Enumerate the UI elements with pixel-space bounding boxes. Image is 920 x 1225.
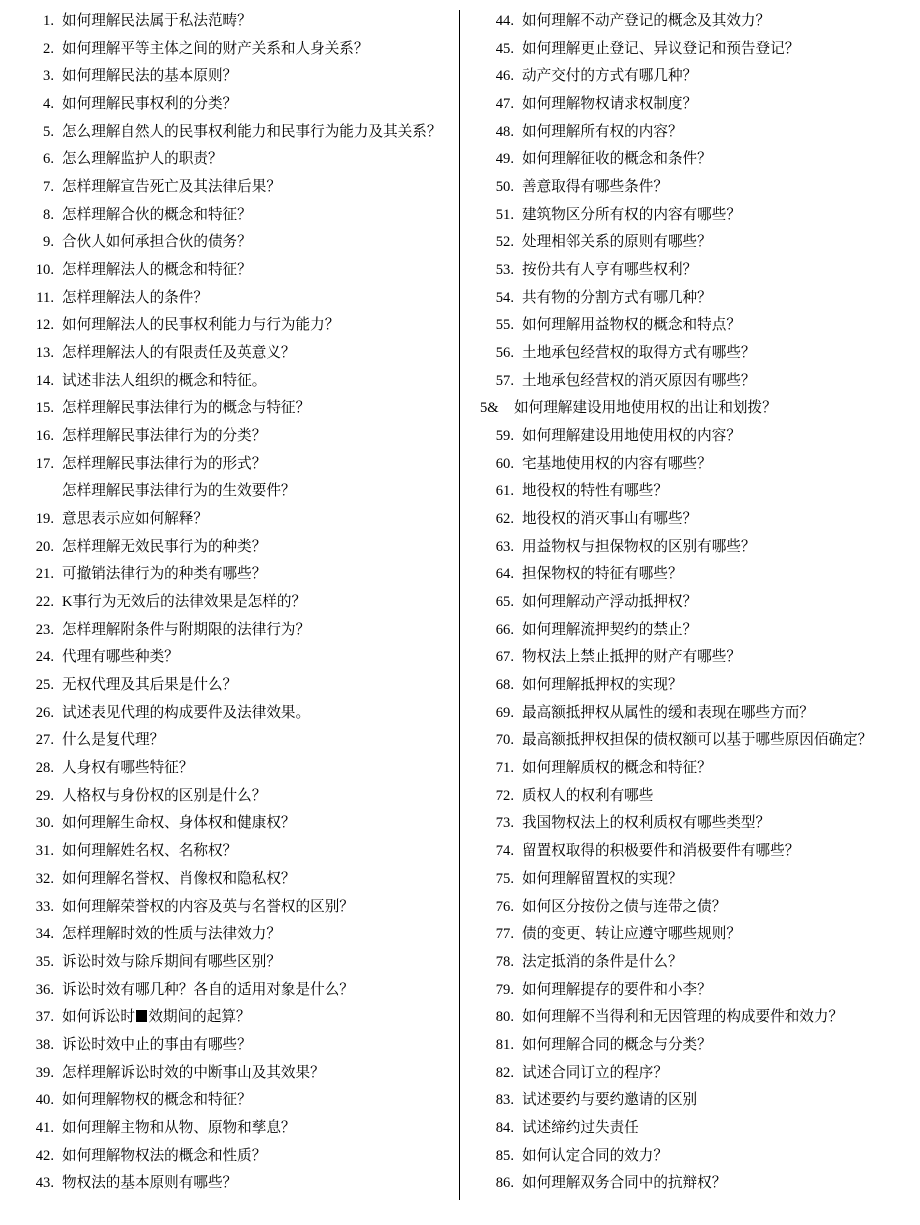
list-item-text: 处理相邻关系的原则有哪些？ xyxy=(522,234,712,251)
list-item xyxy=(20,508,443,530)
list-item-text: 债的变更、转让应遵守哪些规则？ xyxy=(522,926,741,943)
list-item xyxy=(480,785,900,807)
list-item-text: 物权法上禁止抵押的财产有哪些？ xyxy=(522,649,741,666)
list-item xyxy=(20,729,443,751)
list-item-text: 意思表示应如何解释？ xyxy=(62,511,208,528)
list-item-number: 63. xyxy=(495,538,514,555)
right-column xyxy=(460,10,906,1200)
list-item-number: 14. xyxy=(35,372,54,389)
list-item-text: 诉讼时效中止的事由有哪些？ xyxy=(62,1036,252,1053)
list-item-number: 29. xyxy=(35,787,54,804)
list-item-text: 如何理解法人的民事权利能力与行为能力？ xyxy=(62,317,340,334)
list-item-text: 地役权的特性有哪些？ xyxy=(522,483,668,500)
question-list-right xyxy=(480,10,900,1194)
list-item-text: 如何理解更止登记、异议登记和预告登记？ xyxy=(522,40,800,57)
list-item-text: 如何理解物权法的概念和性质？ xyxy=(62,1147,267,1164)
list-item-text: 什么是复代理？ xyxy=(62,732,165,749)
list-item-text: 怎样理解法人的条件？ xyxy=(62,289,208,306)
list-item-text: 留置权取得的积极要件和消极要件有哪些？ xyxy=(522,843,800,860)
list-item-number: 52. xyxy=(495,234,514,251)
list-item-text: 按份共有人亨有哪些权利？ xyxy=(522,262,698,279)
list-item-number: 77. xyxy=(495,926,514,943)
list-item xyxy=(480,204,900,226)
list-item-text: 如何理解抵押权的实现？ xyxy=(522,677,683,694)
list-item xyxy=(480,480,900,502)
list-item-text: 如何理解名誉权、肖像权和隐私权？ xyxy=(62,870,296,887)
list-item xyxy=(480,563,900,585)
list-item xyxy=(20,10,443,32)
list-item-text: 代理有哪些种类？ xyxy=(62,649,179,666)
list-item-text: 合伙人如何承担合伙的债务？ xyxy=(62,234,252,251)
list-item-text: 建筑物区分所有权的内容有哪些？ xyxy=(522,206,741,223)
list-item xyxy=(480,397,900,419)
list-item-text: 最高额抵押权担保的债权额可以基于哪些原因佰确定？ xyxy=(522,732,873,749)
list-item xyxy=(480,38,900,60)
list-item-number: 66. xyxy=(495,621,514,638)
list-item xyxy=(480,1062,900,1084)
list-item-text: 可撤销法律行为的种类有哪些？ xyxy=(62,566,267,583)
list-item-text: 善意取得有哪些条件？ xyxy=(522,179,668,196)
list-item xyxy=(20,148,443,170)
list-item xyxy=(480,508,900,530)
list-item xyxy=(480,425,900,447)
list-item-text: 如何理解建设用地使用权的内容？ xyxy=(522,428,741,445)
list-item xyxy=(20,342,443,364)
list-item xyxy=(20,674,443,696)
list-item-number: 35. xyxy=(35,953,54,970)
list-item-text: 怎样理解民事法律行为的生效要件？ xyxy=(62,483,296,500)
list-item xyxy=(480,148,900,170)
list-item-number: 50. xyxy=(495,179,514,196)
list-item xyxy=(20,619,443,641)
list-item-number: 1. xyxy=(43,13,54,29)
list-item-text: 试述要约与要约邀请的区别 xyxy=(522,1092,698,1109)
list-item-text: 地役权的消灭事山有哪些？ xyxy=(522,511,698,528)
list-item-number: 5. xyxy=(43,123,54,140)
list-item-number: 11. xyxy=(36,289,54,306)
list-item-number: 54. xyxy=(495,289,514,306)
list-item-number: 75. xyxy=(495,870,514,887)
list-item-number: 30. xyxy=(35,815,54,832)
list-item xyxy=(20,121,443,143)
list-item-text: 如何理解用益物权的概念和特点？ xyxy=(522,317,741,334)
list-item-number: 51. xyxy=(495,206,514,223)
list-item-number: 82. xyxy=(495,1064,514,1081)
list-item xyxy=(480,536,900,558)
list-item-text: 怎样理解民事法律行为的形式？ xyxy=(62,455,267,472)
list-item xyxy=(480,591,900,613)
list-item-text: 如何理解民事权利的分类？ xyxy=(62,96,238,113)
list-item-text: 如何理解物权的概念和特征？ xyxy=(62,1092,252,1109)
list-item-number: 27. xyxy=(35,732,54,749)
list-item-text: 如何理解动产浮动抵押权？ xyxy=(522,594,698,611)
list-item-text: 怎样理解宣告死亡及其法律后果？ xyxy=(62,179,281,196)
list-item xyxy=(480,370,900,392)
list-item-text: 共有物的分割方式有哪几种？ xyxy=(522,289,712,306)
list-item-text: 怎样理解民事法律行为的分类？ xyxy=(62,428,267,445)
list-item-number: 55. xyxy=(495,317,514,334)
list-item-number: 20. xyxy=(35,538,54,555)
list-item-text: 如何理解不动产登记的概念及其效力？ xyxy=(522,13,771,29)
list-item-text: 怎样理解合伙的概念和特征？ xyxy=(62,206,252,223)
list-item-number: 68. xyxy=(495,677,514,694)
list-item xyxy=(480,1006,900,1028)
list-item-text: 质权人的权利有哪些 xyxy=(522,787,654,804)
list-item xyxy=(20,176,443,198)
list-item-text: 如何理解不当得利和无因管理的构成要件和效力？ xyxy=(522,1009,844,1026)
list-item-number: 43. xyxy=(35,1175,54,1192)
list-item-number: 74. xyxy=(495,843,514,860)
list-item-number: 48. xyxy=(495,123,514,140)
list-item xyxy=(20,979,443,1001)
list-item xyxy=(480,314,900,336)
list-item xyxy=(20,397,443,419)
list-item-number: 21. xyxy=(35,566,54,583)
list-item-number: 36. xyxy=(35,981,54,998)
list-item xyxy=(20,563,443,585)
list-item-number: 70. xyxy=(495,732,514,749)
list-item-number: 17. xyxy=(35,455,54,472)
list-item-number: 65. xyxy=(495,594,514,611)
list-item xyxy=(20,287,443,309)
list-item-number: 38. xyxy=(35,1036,54,1053)
list-item xyxy=(480,1089,900,1111)
list-item-number: 31. xyxy=(35,843,54,860)
list-item-number: 49. xyxy=(495,151,514,168)
list-item-text: 如何理解所有权的内容？ xyxy=(522,123,683,140)
list-item-number: 33. xyxy=(35,898,54,915)
list-item xyxy=(480,951,900,973)
list-item-text: 怎样理解法人的概念和特征？ xyxy=(62,262,252,279)
question-list-left xyxy=(20,10,443,1194)
list-item xyxy=(20,868,443,890)
list-item-number: 4. xyxy=(43,96,54,113)
list-item xyxy=(20,896,443,918)
list-item-number: 2. xyxy=(43,40,54,57)
list-item-number: 8. xyxy=(43,206,54,223)
list-item-text: 试述非法人组织的概念和特征。 xyxy=(62,372,267,389)
list-item xyxy=(20,38,443,60)
list-item-text: 如何理解民法的基本原则？ xyxy=(62,68,238,85)
list-item-text: 土地承包经营权的取得方式有哪些？ xyxy=(522,345,756,362)
list-item-number: 41. xyxy=(35,1119,54,1136)
list-item xyxy=(480,176,900,198)
list-item xyxy=(20,812,443,834)
list-item xyxy=(20,1117,443,1139)
list-item-number: 73. xyxy=(495,815,514,832)
list-item xyxy=(20,65,443,87)
list-item-text: 如何区分按份之债与连带之债？ xyxy=(522,898,727,915)
list-item xyxy=(480,896,900,918)
list-item xyxy=(480,10,900,32)
list-item xyxy=(480,923,900,945)
two-column-layout xyxy=(14,10,906,1192)
list-item xyxy=(20,646,443,668)
list-item-text: 诉讼时效与除斥期间有哪些区别？ xyxy=(62,953,281,970)
list-item-number: 72. xyxy=(495,787,514,804)
list-item xyxy=(480,1117,900,1139)
list-item-number: 22. xyxy=(35,594,54,611)
list-item-text: K事行为无效后的法律效果是怎样的？ xyxy=(62,594,307,611)
list-item-number: 40. xyxy=(35,1092,54,1109)
list-item-number: 39. xyxy=(35,1064,54,1081)
list-item xyxy=(20,923,443,945)
list-item xyxy=(480,287,900,309)
list-item xyxy=(20,757,443,779)
list-item-text: 如何理解提存的要件和小李？ xyxy=(522,981,712,998)
list-item-number: 26. xyxy=(35,704,54,721)
list-item-text: 如何理解荣誉权的内容及英与名誉权的区别？ xyxy=(62,898,354,915)
list-item xyxy=(480,1034,900,1056)
list-item xyxy=(480,868,900,890)
list-item-number: 34. xyxy=(35,926,54,943)
list-item-number: 56. xyxy=(495,345,514,362)
list-item-text: 如何理解合同的概念与分类？ xyxy=(522,1036,712,1053)
list-item-text: 怎么理解自然人的民事权利能力和民事行为能力及其关系？ xyxy=(62,123,442,140)
list-item xyxy=(20,1006,443,1028)
list-item-text: 怎样理解法人的有限责任及英意义？ xyxy=(62,345,296,362)
list-item xyxy=(20,840,443,862)
list-item-text: 如何理解生命权、身体权和健康权？ xyxy=(62,815,296,832)
list-item-number: 32. xyxy=(35,870,54,887)
list-item-text: 担保物权的特征有哪些？ xyxy=(522,566,683,583)
list-item-number: 53. xyxy=(495,262,514,279)
list-item-text: 诉讼时效有哪几种？各自的适用对象是什么？ xyxy=(62,981,354,998)
list-item-number: 24. xyxy=(35,649,54,666)
list-item xyxy=(20,1062,443,1084)
list-item-text: 如何理解留置权的实现？ xyxy=(522,870,683,887)
list-item-number: 19. xyxy=(35,511,54,528)
list-item xyxy=(480,93,900,115)
list-item-number: 10. xyxy=(35,262,54,279)
list-item-number: 23. xyxy=(35,621,54,638)
list-item-number: 80. xyxy=(495,1009,514,1026)
list-item-number: 86. xyxy=(495,1175,514,1192)
list-item xyxy=(480,840,900,862)
list-item-number: 12. xyxy=(35,317,54,334)
list-item xyxy=(480,674,900,696)
list-item-number: 57. xyxy=(495,372,514,389)
list-item-number: 28. xyxy=(35,760,54,777)
list-item-text: 最高额抵押权从属性的缓和表现在哪些方而？ xyxy=(522,704,814,721)
list-item xyxy=(480,646,900,668)
list-item-number: 46. xyxy=(495,68,514,85)
list-item-number: 3. xyxy=(43,68,54,85)
list-item-number: 42. xyxy=(35,1147,54,1164)
list-item xyxy=(20,204,443,226)
list-item-text: 人身权有哪些特征？ xyxy=(62,760,194,777)
list-item-number: 64. xyxy=(495,566,514,583)
list-item xyxy=(480,729,900,751)
list-item-number: 76. xyxy=(495,898,514,915)
list-item-text: 如何认定合同的效力？ xyxy=(522,1147,668,1164)
list-item-text: 如何理解征收的概念和条件？ xyxy=(522,151,712,168)
list-item xyxy=(20,370,443,392)
list-item xyxy=(20,1034,443,1056)
list-item xyxy=(480,231,900,253)
list-item xyxy=(480,979,900,1001)
list-item xyxy=(20,231,443,253)
list-item-number: 67. xyxy=(495,649,514,666)
list-item-number: 78. xyxy=(495,953,514,970)
list-item-number: 16. xyxy=(35,428,54,445)
list-item-text: 如何理解民法属于私法范畴？ xyxy=(62,13,252,29)
list-item-number: 6. xyxy=(43,151,54,168)
list-item xyxy=(20,480,443,502)
list-item xyxy=(480,121,900,143)
list-item-text: 如何理解质权的概念和特征？ xyxy=(522,760,712,777)
list-item xyxy=(20,1089,443,1111)
list-item xyxy=(480,65,900,87)
list-item-text: 人格权与身份权的区别是什么？ xyxy=(62,787,267,804)
list-item-text: 我国物权法上的权利质权有哪些类型？ xyxy=(522,815,771,832)
list-item-text: 用益物权与担保物权的区别有哪些？ xyxy=(522,538,756,555)
list-item-text: 动产交付的方式有哪几种？ xyxy=(522,68,698,85)
redacted-block-icon xyxy=(136,1010,147,1021)
list-item-text: 如何理解平等主体之间的财产关系和人身关系？ xyxy=(62,40,369,57)
list-item-text: 如何理解流押契约的禁止？ xyxy=(522,621,698,638)
list-item-number: 45. xyxy=(495,40,514,57)
list-item-text: 怎么理解监护人的职责？ xyxy=(62,151,223,168)
list-item-number: 47. xyxy=(495,96,514,113)
list-item-number: 25. xyxy=(35,677,54,694)
list-item xyxy=(20,702,443,724)
list-item xyxy=(20,314,443,336)
list-item-number: 15. xyxy=(35,400,54,417)
left-column xyxy=(14,10,460,1200)
list-item-number: 44. xyxy=(495,13,514,29)
list-item-number: 84. xyxy=(495,1119,514,1136)
list-item-text: 怎样理解诉讼时效的中断事山及其效果？ xyxy=(62,1064,325,1081)
list-item-number: 60. xyxy=(495,455,514,472)
list-item-text: 试述合同订立的程序？ xyxy=(522,1064,668,1081)
list-item-number: 13. xyxy=(35,345,54,362)
list-item xyxy=(20,1172,443,1194)
list-item xyxy=(20,1145,443,1167)
list-item-text: 怎样理解时效的性质与法律效力？ xyxy=(62,926,281,943)
list-item-number: 61. xyxy=(495,483,514,500)
list-item-number: 79. xyxy=(495,981,514,998)
list-item xyxy=(480,342,900,364)
list-item-number: 85. xyxy=(495,1147,514,1164)
list-item xyxy=(480,1172,900,1194)
list-item-number: 83. xyxy=(495,1092,514,1109)
list-item-text: 如何理解物权请求权制度？ xyxy=(522,96,698,113)
list-item xyxy=(480,757,900,779)
list-item-number: 59. xyxy=(495,428,514,445)
list-item-text: 怎样理解附条件与附期限的法律行为？ xyxy=(62,621,311,638)
list-item xyxy=(20,785,443,807)
list-item xyxy=(20,425,443,447)
list-item-text: 如何理解建设用地使用权的出让和划拨？ xyxy=(514,400,777,417)
list-item-text: 如何理解双务合同中的抗辩权？ xyxy=(522,1175,727,1192)
list-item-text: 如何诉讼时 效期间的起算？ xyxy=(62,1009,251,1026)
list-item xyxy=(480,259,900,281)
list-item-text: 法定抵消的条件是什么？ xyxy=(522,953,683,970)
list-item xyxy=(480,1145,900,1167)
list-item-number: 7. xyxy=(43,179,54,196)
list-item-text: 试述缔约过失责任 xyxy=(522,1119,639,1136)
list-item-number: 69. xyxy=(495,704,514,721)
list-item xyxy=(20,951,443,973)
list-item xyxy=(20,453,443,475)
list-item xyxy=(480,619,900,641)
list-item-number: 37. xyxy=(35,1009,54,1026)
list-item-text: 物权法的基本原则有哪些？ xyxy=(62,1175,238,1192)
list-item-number: 5& xyxy=(480,400,499,417)
list-item xyxy=(480,453,900,475)
list-item-number: 9. xyxy=(43,234,54,251)
list-item xyxy=(20,591,443,613)
list-item xyxy=(480,812,900,834)
list-item-text: 怎样理解民事法律行为的概念与特征？ xyxy=(62,400,311,417)
list-item-text: 怎样理解无效民事行为的种类？ xyxy=(62,538,267,555)
list-item-number: 81. xyxy=(495,1036,514,1053)
list-item-text: 宅基地使用权的内容有哪些？ xyxy=(522,455,712,472)
list-item-text: 如何理解姓名权、名称权？ xyxy=(62,843,238,860)
list-item-text: 如何理解主物和从物、原物和孳息？ xyxy=(62,1119,296,1136)
list-item-text: 试述表见代理的构成要件及法律效果。 xyxy=(62,704,311,721)
list-item xyxy=(480,702,900,724)
list-item xyxy=(20,536,443,558)
list-item-text: 无权代理及其后果是什么？ xyxy=(62,677,238,694)
list-item-text: 土地承包经营权的消灭原因有哪些？ xyxy=(522,372,756,389)
list-item-number: 62. xyxy=(495,511,514,528)
list-item xyxy=(20,93,443,115)
list-item-number: 71. xyxy=(495,760,514,777)
list-item xyxy=(20,259,443,281)
